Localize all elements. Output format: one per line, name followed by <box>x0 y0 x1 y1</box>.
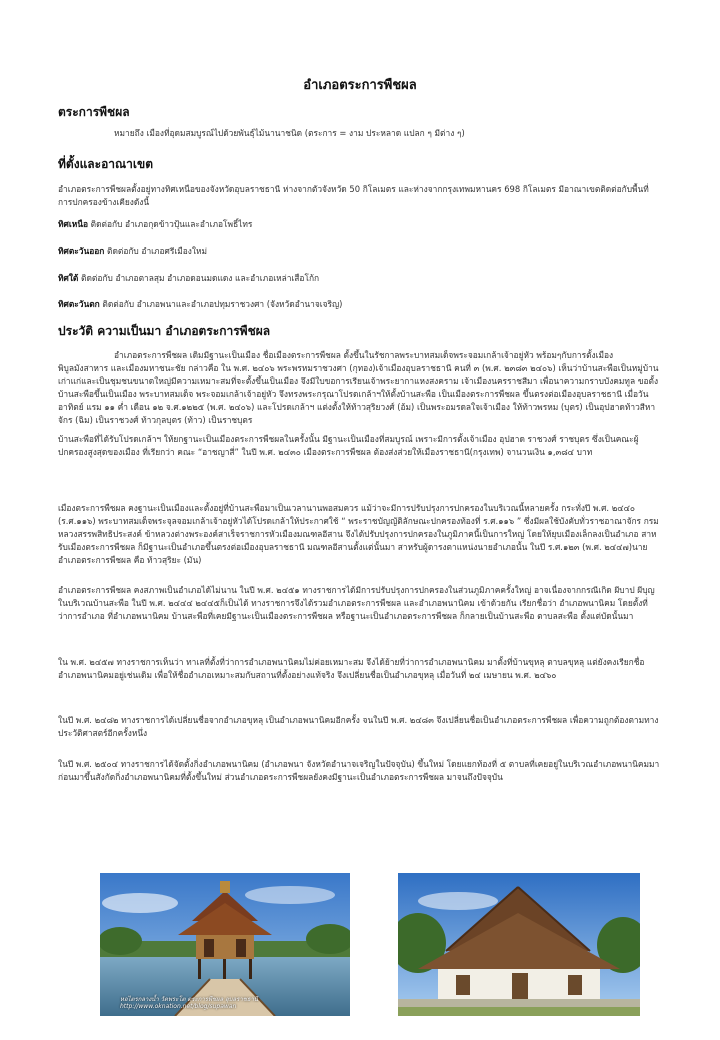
location-intro: อำเภอตระการพืชผลตั้งอยู่ทางทิศเหนือของจังหวัดอุบลราชธานี ห่างจากตัวจังหวัด 50 กิโลเมตร และห่างจากกรุงเทพมหานคร 698 กิโลเมตร มีอาณาเขตติดต่อกับพื้นที่การปกครองข้างเคียงดังนี้ <box>58 184 649 207</box>
photo-caption: หอไตรกลางน้ำ วัดพระโต ตระการพืชผล อุบลราชธานี <box>120 996 258 1003</box>
meaning-paragraph: หมายถึง เมืองที่อุดมสมบูรณ์ไปด้วยพันธุ์ไม้นานาชนิด (ตระการ = งาม ประหลาด แปลก ๆ มีต่าง ๆ) <box>114 128 465 138</box>
border-west <box>58 298 662 311</box>
photo-watermark-url: http://www.oknation.net/blog/supawan <box>120 1003 237 1010</box>
border-south <box>58 272 662 285</box>
border-north <box>58 218 662 231</box>
history-paragraph-6: ในปี พ.ศ. ๒๔๘๒ ทางราชการได้เปลี่ยนชื่อจากอำเภอขุหลุ เป็นอำเภอพนานิคมอีกครั้ง จนในปี พ.ศ. ๒๔๘๓ จึงเปลี่ยนชื่อเป็นอำเภอตระการพืชผล เพื่อความถูกต้องตามทางประวัติศาสตร์อีกครั้งหนึ่ง <box>58 715 659 738</box>
south-text: ติดต่อกับ อำเภอตาลสุม อำเภอดอนมดแดง และอำเภอเหล่าเสือโก้ก <box>81 273 320 283</box>
section-heading-history: ประวัติ ความเป็นมา อำเภอตระการพืชผล <box>58 324 271 338</box>
pavilion-photo <box>100 873 350 1016</box>
border-east <box>58 245 662 258</box>
west-label: ทิศตะวันตก <box>58 299 100 309</box>
history-paragraph-3: เมืองตระการพืชผล คงฐานะเป็นเมืองและตั้งอยู่ที่บ้านสะพือมาเป็นเวลานานพอสมควร แม้ว่าจะมีการปรับปรุงการปกครองในบริเวณนี้หลายครั้ง กระทั่งปี พ.ศ. ๒๔๔๐ (ร.ศ.๑๑๖) พระบาทสมเด็จพระจุลจอมเกล้าเจ้าอยู่หัวได้โปรดเกล้าให้ประกาศใช้ “ พระราชบัญญัติลักษณะปกครองท้องที่ ร.ศ.๑๑๖ ” ซึ่งมีผลใช้บังคับทั่วราชอาณาจักร กรมหลวงสรรพสิทธิประสงค์ ข้าหลวงต่างพระองค์สาเร็จราชการหัวเมืองมณฑลอีสาน จึงได้ปรับปรุงการปกครองในภูมิภาคนี้เป็นการใหญ่ โดยให้ยุบเมืองเล็กลงเป็นอำเภอ สาหรับเมืองตระการพืชผล ก็มีฐานะเป็นอำเภอขึ้นตรงต่อเมืองอุบลราชธานี มณฑลอีสานตั้งแต่นั้นมา สาหรับผู้ดารงตาแหน่งนายอำเภอนั้น ในปี ร.ศ.๑๒๓ (พ.ศ. ๒๔๔๗)นายอำเภอตระการพืชผล คือ ท้าวสุริยะ (มัน) <box>58 503 659 565</box>
east-label: ทิศตะวันออก <box>58 246 105 256</box>
south-label: ทิศใต้ <box>58 273 79 283</box>
history-paragraph-5: ใน พ.ศ. ๒๔๕๗ ทางราชการเห็นว่า ทาเลที่ตั้งที่ว่าการอำเภอพนานิคมไม่ค่อยเหมาะสม จึงได้ย้ายที่ว่าการอำเภอพนานิคม มาตั้งที่บ้านขุหลุ ตาบลขุหลุ แต่ยังคงเรียกชื่ออำเภอพนานิคมอยู่เช่นเดิม เพื่อให้ชื่ออำเภอเหมาะสมกับสถานที่ตั้งอย่างแท้จริง จึงเปลี่ยนชื่อเป็นอำเภอขุหลุ เมื่อวันที่ ๒๔ เมษายน พ.ศ. ๒๔๖๐ <box>58 657 645 680</box>
history-paragraph-1: อำเภอตระการพืชผล เดิมมีฐานะเป็นเมือง ชื่อเมืองตระการพืชผล ตั้งขึ้นในรัชกาลพระบาทสมเด็จพระจอมเกล้าเจ้าอยู่หัว พร้อมๆกับการตั้งเมืองพิบูลมังสาหาร และเมืองมหาชนะชัย กล่าวคือ ใน พ.ศ. ๒๔๐๖ พระพรหมราชวงศา (กุทอง)เจ้าเมืองอุบลราชธานี คนที่ ๓ (พ.ศ. ๒๓๘๓ ๒๔๐๖) เห็นว่าบ้านสะพือเป็นหมู่บ้านเก่าแก่และเป็นชุมชนขนาดใหญ่มีความเหมาะสมที่จะตั้งขึ้นเป็นเมือง จึงมีใบขอการเรียนเจ้าพระยากาแหงสงคราม เจ้าเมืองนครราชสีมา เพื่อนาความกราบบังคมทูล ขอตั้งบ้านสะพือขึ้นเป็นเมือง พระบาทสมเด็จ พระจอมเกล้าเจ้าอยู่หัว จึงทรงพระกรุณาโปรดเกล้าฯให้ตั้งบ้านสะพือ เป็นเมืองตระการพืชผล ขึ้นตรงต่อเมืองอุบลราชธานี เมื่อวันอาทิตย์ แรม ๑๑ ค่ำ เดือน ๑๒ จ.ศ.๑๒๒๕ (พ.ศ. ๒๔๐๖) และโปรดเกล้าฯ แต่งตั้งให้ท้าวสุริยวงศ์ (อ้ม) เป็นพระอมรดลใจเจ้าเมือง ให้ท้าวพรหม (บุตร) เป็นอุปฮาดท้าวสีหาจักร (ฉิม) เป็นราชวงศ์ ท้าวกุลบุตร (ท้าว) เป็นราชบุตร <box>58 350 659 425</box>
east-text: ติดต่อกับ อำเภอศรีเมืองใหม่ <box>107 246 208 256</box>
history-paragraph-2: บ้านสะพือที่ได้รับโปรดเกล้าฯ ให้ยกฐานะเป็นเมืองตระการพืชผลในครั้งนั้น มีฐานะเป็นเมืองที่สมบูรณ์ เพราะมีการตั้งเจ้าเมือง อุปฮาด ราชวงศ์ ราชบุตร ซึ่งเป็นคณะผู้ปกครองสูงสุดของเมือง ที่เรียกว่า คณะ “อาชญาสี่” ในปี พ.ศ. ๒๔๓๐ เมืองตระการพืชผล ต้องส่งส่วยให้เมืองราชธานี(กรุงเทพ) จานวนเงิน ๑,๓๘๔ บาท <box>58 434 639 457</box>
section-heading-location: ที่ตั้งและอาณาเขต <box>58 157 154 171</box>
page-title: อำเภอตระการพืชผล <box>303 78 417 93</box>
section-heading-meaning: ตระการพืชผล <box>58 105 130 119</box>
north-label: ทิศเหนือ <box>58 219 88 229</box>
north-text: ติดต่อกับ อำเภอกุดข้าวปุ้นและอำเภอโพธิ์ไทร <box>90 219 253 229</box>
temple-illustration <box>398 873 640 1016</box>
temple-photo <box>398 873 640 1016</box>
west-text: ติดต่อกับ อำเภอพนาและอำเภอปทุมราชวงศา (จังหวัดอำนาจเจริญ) <box>102 299 343 309</box>
history-paragraph-7: ในปี พ.ศ. ๒๕๐๔ ทางราชการได้จัดตั้งกิ่งอำเภอพนานิคม (อำเภอพนา จังหวัดอำนาจเจริญในปัจจุบัน) ขึ้นใหม่ โดยแยกท้องที่ ๕ ตาบลที่เคยอยู่ในบริเวณอำเภอพนานิคมมาก่อนมาขึ้นสังกัดกิ่งอำเภอพนานิคมที่ตั้งขึ้นใหม่ ส่วนอำเภอตระการพืชผลยังคงมีฐานะเป็นอำเภอตระการพืชผล มาจนถึงปัจจุบัน <box>58 759 660 782</box>
history-paragraph-4: อำเภอตระการพืชผล คงสภาพเป็นอำเภอได้ไม่นาน ในปี พ.ศ. ๒๔๕๑ ทางราชการได้มีการปรับปรุงการปกครองในส่วนภูมิภาคครั้งใหญ่ อาจเนื่องจากกรณีเกิด ผีบาป ผีบุญ ในบริเวณบ้านสะพือ ในปี พ.ศ. ๒๔๔๔ ๒๔๔๕ก็เป็นได้ ทางราชการจึงได้รวมอำเภอตระการพืชผล และอำเภอพนานิคม เข้าด้วยกัน เรียกชื่อว่า อำเภอพนานิคม โดยตั้งที่ว่าการอำเภอ ที่อำเภอพนานิคม บ้านสะพือที่เคยมีฐานะเป็นเมืองตระการพืชผล หรือฐานะเป็นอำเภอตระการพืชผล ก็กลายเป็นบ้านสะพือ ตาบลสะพือ ตั้งแต่บัดนั้นมา <box>58 585 655 621</box>
